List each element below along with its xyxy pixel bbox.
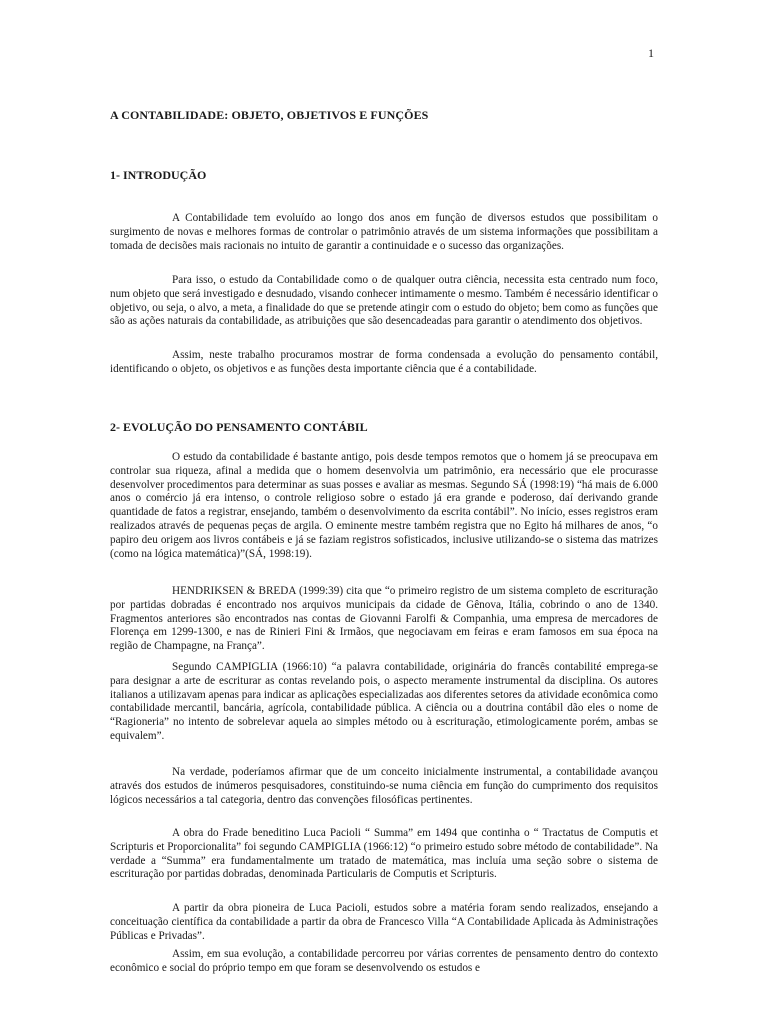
- document-title: A CONTABILIDADE: OBJETO, OBJETIVOS E FUNÇÕES: [110, 108, 429, 122]
- paragraph: O estudo da contabilidade é bastante antigo, pois desde tempos remotos que o homem já se preocupava em controlar sua riqueza, afinal a medida que o homem desenvolvia um patrimônio, era necessário que ele procurasse desenvolver procedimentos para determinar as suas posses e avaliar as mesmas. Segundo SÁ (1998:19) “há mais de 6.000 anos o comércio já era intenso, o controle religioso sobre o estado já era grande e poderoso, daí derivando grande quantidade de fatos a registrar, ensejando, também o desenvolvimento da escrita contábil”. No início, esses registros eram realizados através de pequenas peças de argila. O eminente mestre também registra que no Egito há milhares de anos, “o papiro deu origem aos livros contábeis e já se faziam registros sofisticados, inclusive utilizando-se o sistema das matrizes (como na lógica matemática)”(SÁ, 1998:19).: [110, 451, 658, 560]
- paragraph: Assim, neste trabalho procuramos mostrar de forma condensada a evolução do pensamento contábil, identificando o objeto, os objetivos e as funções desta importante ciência que é a contabilidade.: [110, 349, 658, 375]
- paragraph: Na verdade, poderíamos afirmar que de um conceito inicialmente instrumental, a contabilidade avançou através dos estudos de inúmeros pesquisadores, constituindo-se numa ciência em função do cumprimento dos requisitos lógicos necessários a tal categoria, dentro das convenções filosóficas pertinentes.: [110, 766, 658, 806]
- page-number: 1: [648, 46, 654, 60]
- paragraph: A Contabilidade tem evoluído ao longo dos anos em função de diversos estudos que possibilitam o surgimento de novas e melhores formas de controlar o patrimônio através de um sistema informações que possibilitam a tomada de decisões mais racionais no intuito de garantir a continuidade e o sucesso das organizações.: [110, 212, 658, 252]
- paragraph: A partir da obra pioneira de Luca Pacioli, estudos sobre a matéria foram sendo realizados, ensejando a conceituação científica da contabilidade a partir da obra de Francesco Villa “A Contabilidade Aplicada às Administrações Públicas e Privadas”.: [110, 902, 658, 942]
- paragraph: A obra do Frade beneditino Luca Pacioli “ Summa” em 1494 que continha o “ Tractatus de Computis et Scripturis et Proporcionalita” foi segundo CAMPIGLIA (1966:12) “o primeiro estudo sobre método de contabilidade”. Na verdade a “Summa” era fundamentalmente um tratado de matemática, mas incluía uma seção sobre o sistema de escrituração por partidas dobradas, denominada Particularis de Computis et Scripturis.: [110, 827, 658, 881]
- paragraph: HENDRIKSEN & BREDA (1999:39) cita que “o primeiro registro de um sistema completo de escrituração por partidas dobradas é encontrado nos arquivos municipais da cidade de Gênova, Itália, cobrindo o ano de 1340. Fragmentos anteriores são encontrados nas contas de Giovanni Farolfi & Companhia, uma empresa de mercadores de Florença em 1299-1300, e nas de Rinieri Fini & Irmãos, que negociavam em feiras e eram famosos em sua época na região de Champagne, na França”.: [110, 585, 658, 653]
- paragraph: Para isso, o estudo da Contabilidade como o de qualquer outra ciência, necessita esta centrado num foco, num objeto que será investigado e desnudado, visando conhecer intimamente o mesmo. Também é necessário identificar o objetivo, ou seja, o alvo, a meta, a finalidade do que se pretende atingir com o estudo do objeto; bem como as funções que são as ações naturais da contabilidade, as atribuições que são desencadeadas para garantir o atendimento dos objetivos.: [110, 274, 658, 328]
- section-heading-evolucao: 2- EVOLUÇÃO DO PENSAMENTO CONTÁBIL: [110, 420, 368, 434]
- section-heading-introducao: 1- INTRODUÇÃO: [110, 168, 207, 182]
- paragraph: Segundo CAMPIGLIA (1966:10) “a palavra contabilidade, originária do francês contabilité emprega-se para designar a arte de escriturar as contas revelando pois, o aspecto meramente instrumental da disciplina. Os autores italianos a utilizavam apenas para indicar as aplicações especializadas aos diferentes setores da atividade econômica como contabilidade mercantil, bancária, agrícola, contabilidade pública. A ciência ou a doutrina contábil dão eles o nome de “Ragioneria” no intento de sobrelevar aquela ao simples método ou à escrituração, etimologicamente porém, ambas se equivalem”.: [110, 661, 658, 742]
- paragraph: Assim, em sua evolução, a contabilidade percorreu por várias correntes de pensamento dentro do contexto econômico e social do próprio tempo em que foram se desenvolvendo os estudos e: [110, 948, 658, 974]
